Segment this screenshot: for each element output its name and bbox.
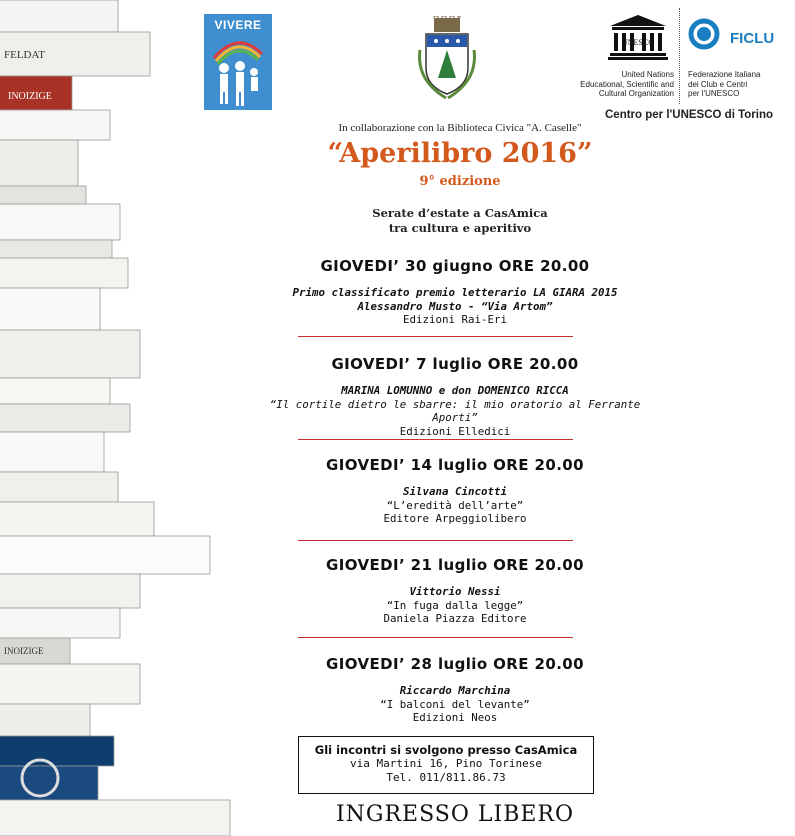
vivere-logo-text: VIVERE — [214, 18, 262, 32]
event-publisher: Daniela Piazza Editore — [383, 612, 527, 625]
event-line: “Il cortile dietro le sbarre: il mio oratorio al Ferrante Aporti” — [269, 397, 641, 424]
event-5 — [250, 655, 660, 725]
tagline-line-1: Serate d’estate a CasAmica — [372, 206, 548, 220]
event-line: “L’eredità dell’arte” — [386, 498, 524, 512]
tagline — [250, 206, 670, 236]
event-divider — [298, 637, 573, 638]
logo-divider — [679, 8, 680, 104]
event-divider — [298, 336, 573, 337]
unesco-wordmark: UNESCO — [621, 38, 655, 47]
event-date: GIOVEDI’ 7 luglio ORE 20.00 — [331, 355, 579, 373]
tagline-line-2: tra cultura e aperitivo — [388, 221, 532, 235]
event-line: Silvana Cincotti — [402, 485, 507, 498]
edition-label: 9° edizione — [419, 174, 501, 189]
event-3 — [250, 456, 660, 526]
ficlu-ring-icon — [688, 18, 720, 50]
event-date: GIOVEDI’ 30 giugno ORE 20.00 — [320, 257, 590, 275]
venue-address: via Martini 16, Pino Torinese — [349, 757, 543, 770]
event-1 — [250, 257, 660, 327]
centro-unesco-torino: Centro per l'UNESCO di Torino — [605, 109, 773, 121]
event-divider — [298, 439, 573, 440]
event-2 — [250, 355, 660, 438]
collaboration-line: In collaborazione con la Biblioteca Civica "A. Caselle" — [338, 122, 582, 134]
event-divider — [298, 540, 573, 541]
event-date: GIOVEDI’ 28 luglio ORE 20.00 — [326, 655, 584, 673]
event-line: Vittorio Nessi — [409, 585, 501, 598]
book-stack-image — [0, 0, 250, 836]
venue-heading: Gli incontri si svolgono presso CasAmica — [314, 743, 578, 757]
event-line: Primo classificato premio letterario LA GIARA 2015 — [292, 286, 618, 299]
ficlu-logo — [684, 14, 794, 104]
poster-title: “Aperilibro 2016” — [327, 138, 593, 169]
event-publisher: Edizioni Rai-Eri — [402, 313, 507, 326]
venue-box — [298, 736, 594, 794]
vivere-logo — [204, 14, 272, 110]
event-line: Riccardo Marchina — [399, 684, 511, 697]
unesco-logo — [570, 14, 680, 104]
unesco-temple-icon — [608, 14, 668, 60]
event-date: GIOVEDI’ 21 luglio ORE 20.00 — [326, 556, 584, 574]
event-line: Alessandro Musto - “Via Artom” — [357, 299, 553, 313]
event-line: “In fuga dalla legge” — [386, 598, 524, 612]
vivere-people-icon — [204, 14, 272, 110]
ficlu-org-name: Federazione Italiana dei Club e Centri per l'UNESCO — [688, 70, 761, 98]
event-line: “I balconi del levante” — [380, 697, 530, 711]
free-entry-label: INGRESSO LIBERO — [335, 802, 575, 827]
ficlu-name: FICLU — [730, 30, 775, 47]
event-publisher: Edizioni Neos — [412, 711, 498, 724]
municipal-crest-icon — [412, 16, 482, 108]
event-date: GIOVEDI’ 14 luglio ORE 20.00 — [326, 456, 584, 474]
event-publisher: Editore Arpeggiolibero — [383, 512, 527, 525]
event-publisher: Edizioni Elledici — [399, 424, 511, 438]
event-4 — [250, 556, 660, 626]
event-line: MARINA LOMUNNO e don DOMENICO RICCA — [341, 384, 569, 397]
book-spine-text-2: INOIZIGE — [8, 91, 52, 102]
unesco-org-name: United Nations Educational, Scientific and Cultural Organization — [580, 70, 674, 98]
book-spine-text-3: INOIZIGE — [4, 646, 44, 656]
book-spine-text-1: FELDAT — [4, 49, 45, 61]
venue-phone: Tel. 011/811.86.73 — [386, 771, 506, 784]
